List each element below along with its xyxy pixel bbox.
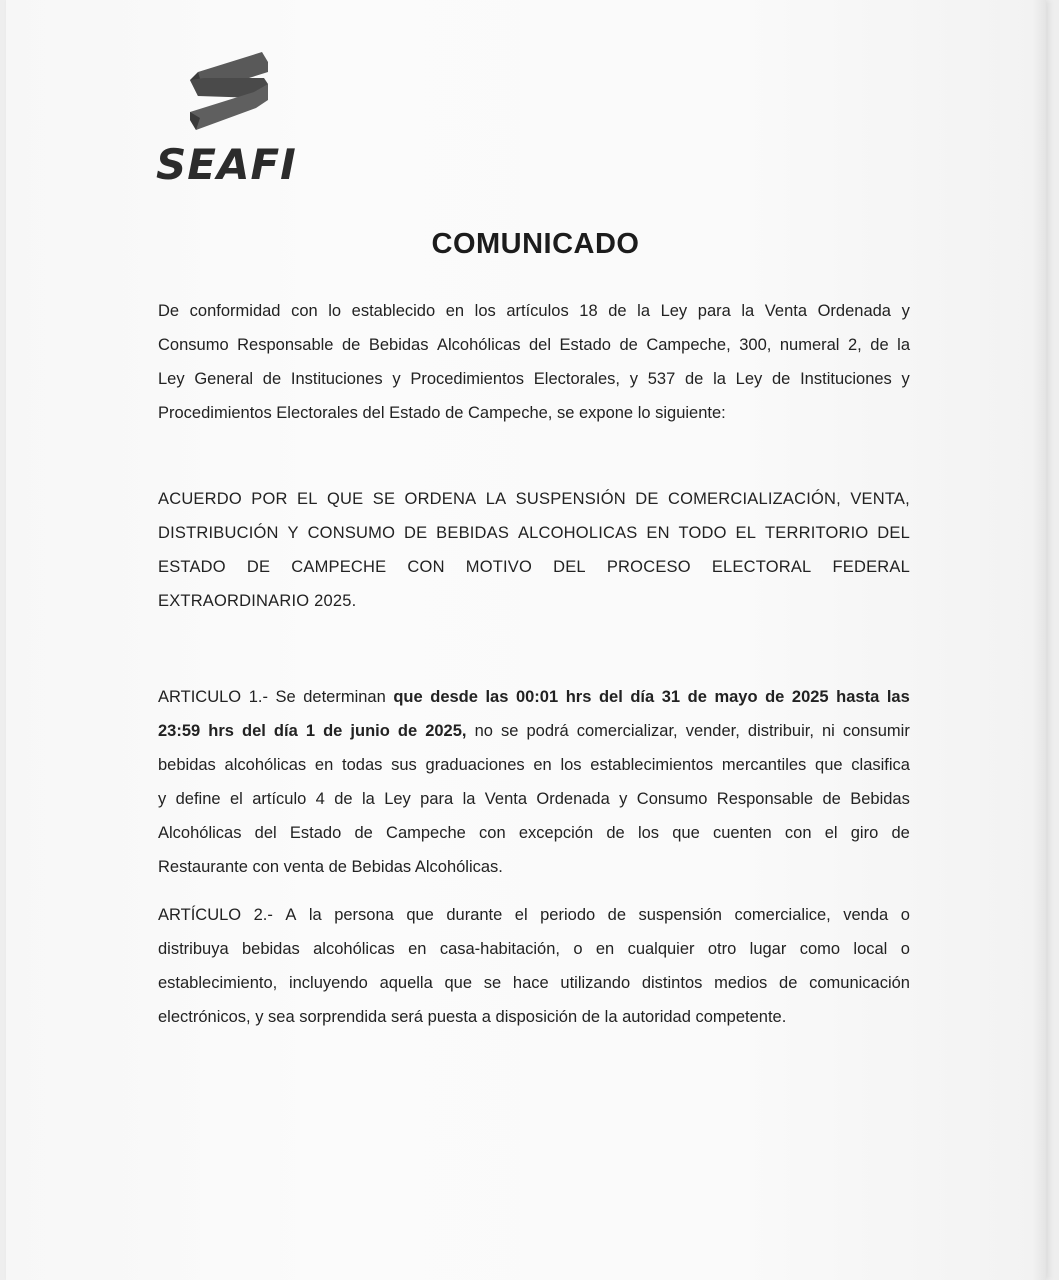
seafi-logo	[156, 48, 306, 188]
agreement-line: ACUERDO POR EL QUE SE ORDENA LA SUSPENSIÓN DE COMERCIALIZACIÓN, VENTA,	[158, 490, 910, 508]
page-title: COMUNICADO	[431, 228, 640, 260]
article-2-line: establecimiento, incluyendo aquella que se hace utilizando distintos medios de comunicación	[158, 974, 910, 992]
article-1-paragraph	[158, 680, 910, 884]
page-edge-shadow	[1032, 0, 1046, 1280]
document-page	[6, 0, 1046, 1280]
article-2-line: electrónicos, y sea sorprendida será puesta a disposición de la autoridad competente.	[158, 1008, 787, 1026]
agreement-line: DISTRIBUCIÓN Y CONSUMO DE BEBIDAS ALCOHOLICAS EN TODO EL TERRITORIO DEL	[158, 524, 910, 542]
article-1-line: Restaurante con venta de Bebidas Alcohólicas.	[158, 858, 503, 876]
seafi-s-logo-icon	[184, 48, 274, 134]
intro-line: Procedimientos Electorales del Estado de Campeche, se expone lo siguiente:	[158, 404, 726, 422]
article-2-paragraph	[158, 898, 910, 1034]
article-1-line: bebidas alcohólicas en todas sus graduaciones en los establecimientos mercantiles que clasifica	[158, 756, 910, 774]
agreement-heading	[158, 482, 910, 618]
intro-line: Consumo Responsable de Bebidas Alcohólicas del Estado de Campeche, 300, numeral 2, de la	[158, 336, 910, 354]
article-2-line: ARTÍCULO 2.- A la persona que durante el periodo de suspensión comercialice, venda o	[158, 906, 910, 924]
article-1-line: 23:59 hrs del día 1 de junio de 2025, no se podrá comercializar, vender, distribuir, ni consumir	[158, 722, 910, 740]
logo-text: SEAFI	[156, 140, 297, 189]
article-1-line: ARTICULO 1.- Se determinan que desde las 00:01 hrs del día 31 de mayo de 2025 hasta las	[158, 688, 910, 706]
article-2-line: distribuya bebidas alcohólicas en casa-habitación, o en cualquier otro lugar como local o	[158, 940, 910, 958]
intro-line: Ley General de Instituciones y Procedimientos Electorales, y 537 de la Ley de Instituciones y	[158, 370, 910, 388]
agreement-line: ESTADO DE CAMPECHE CON MOTIVO DEL PROCESO ELECTORAL FEDERAL	[158, 558, 910, 576]
intro-line: De conformidad con lo establecido en los artículos 18 de la Ley para la Venta Ordenada y	[158, 302, 910, 320]
article-1-line: Alcohólicas del Estado de Campeche con excepción de los que cuenten con el giro de	[158, 824, 910, 842]
agreement-line: EXTRAORDINARIO 2025.	[158, 592, 357, 610]
article-1-line: y define el artículo 4 de la Ley para la Venta Ordenada y Consumo Responsable de Bebidas	[158, 790, 910, 808]
intro-paragraph	[158, 294, 910, 430]
